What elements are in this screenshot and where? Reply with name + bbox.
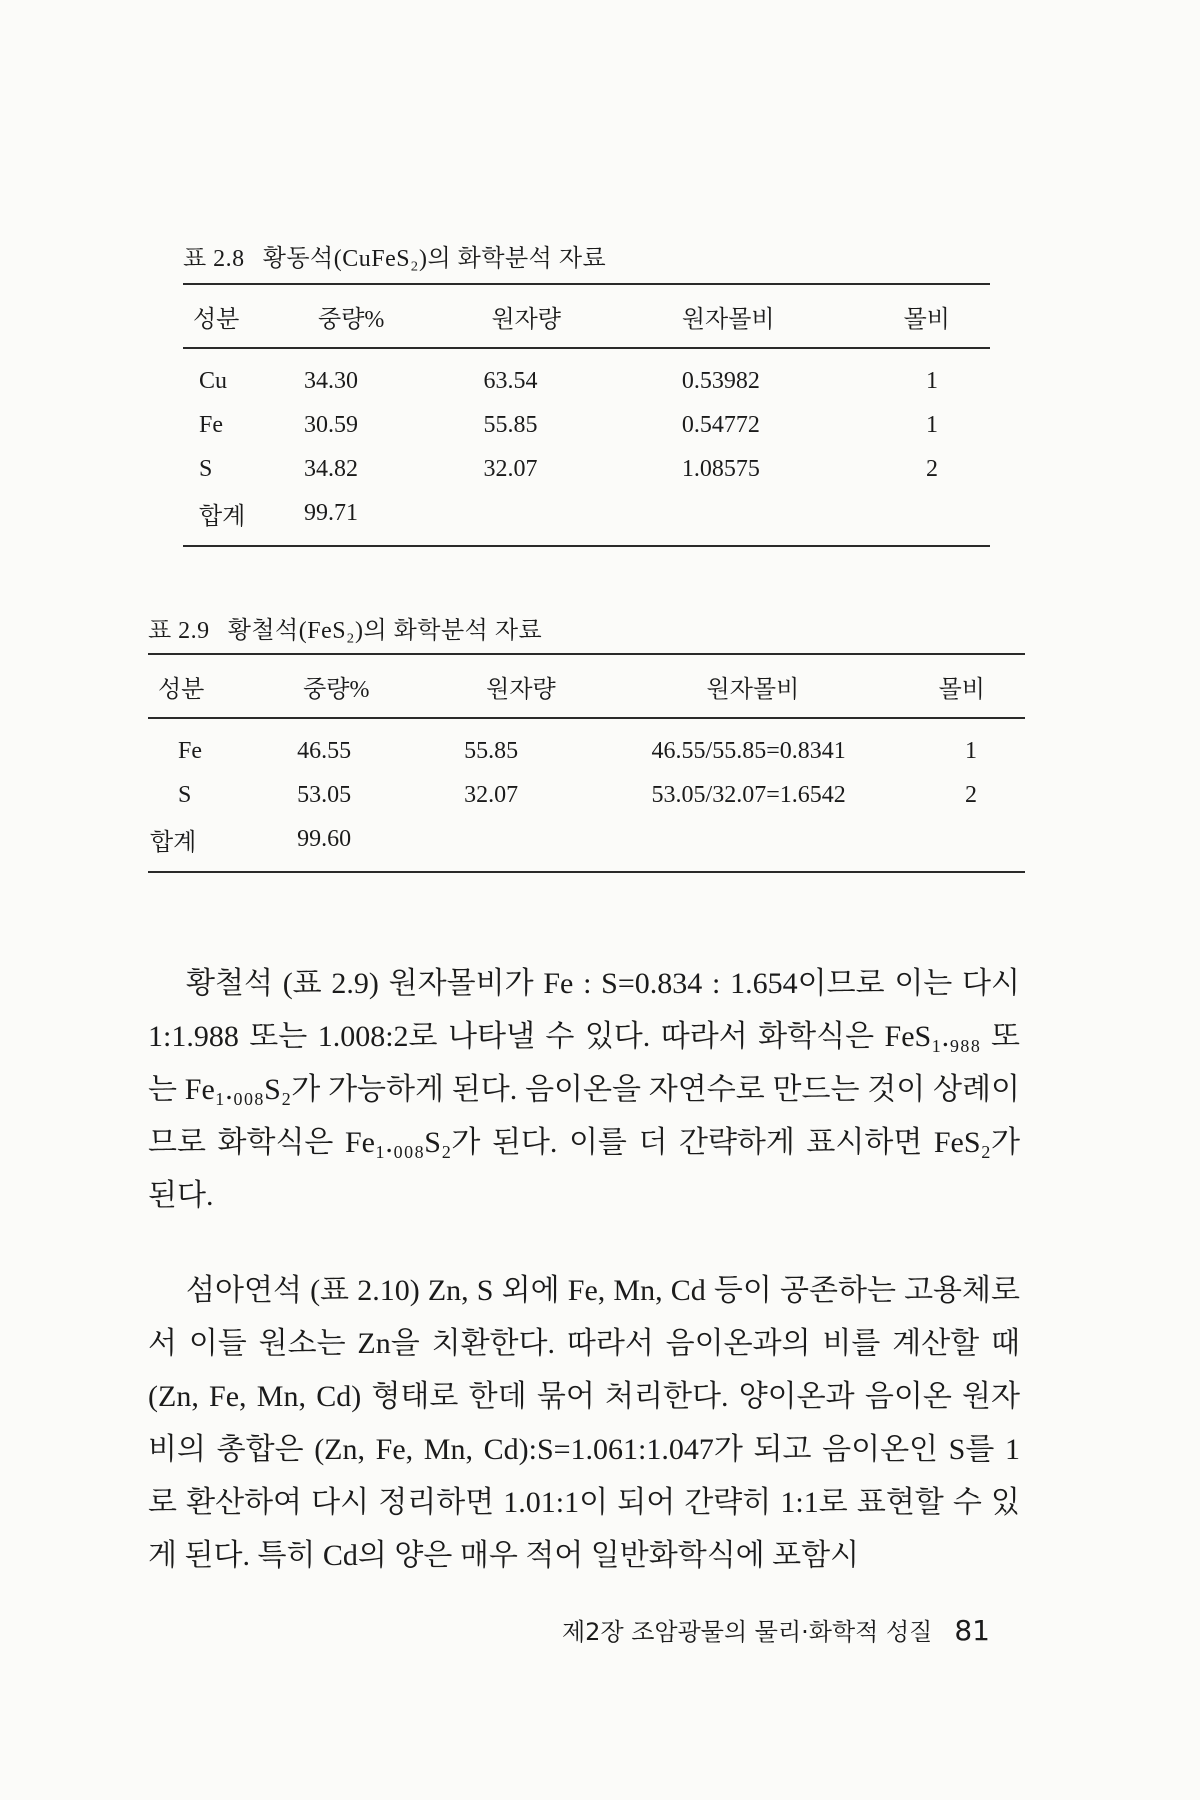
table-cell: [465, 491, 626, 546]
table-row: [148, 773, 1025, 817]
table-cell: [861, 491, 990, 546]
table-cell: 32.07: [483, 455, 538, 482]
table-cell: [446, 817, 621, 872]
table-row: [148, 718, 1025, 773]
table-row: [183, 348, 990, 403]
table-cell: 1: [965, 737, 977, 764]
page-number: 81: [954, 1614, 990, 1647]
table-title: 황동석(CuFeS₂)의 화학분석 자료: [262, 246, 607, 272]
table-cell: 32.07: [464, 781, 519, 808]
table-cell: Fe: [199, 411, 223, 438]
table-cell: Cu: [199, 367, 228, 394]
column-header: 몰비: [902, 654, 1025, 718]
table-cell: 1: [926, 367, 938, 394]
table-row: [183, 403, 990, 447]
table-cell: 46.55: [297, 737, 352, 764]
chapter-title: 제2장 조암광물의 물리·화학적 성질: [561, 1618, 933, 1646]
table-cell: 99.60: [297, 817, 446, 872]
table-cell: Fe: [178, 737, 202, 764]
table-cell: 63.54: [483, 367, 538, 394]
pyrite-analysis-table: [148, 653, 1025, 873]
table-cell: 34.30: [304, 367, 359, 394]
table-cell: S: [199, 455, 213, 482]
column-header: 원자몰비: [622, 654, 903, 718]
column-header: 원자량: [446, 654, 621, 718]
column-header: 성분: [148, 654, 297, 718]
table-cell: 합계: [148, 817, 297, 872]
table-cell: 46.55/55.85=0.8341: [651, 737, 846, 764]
table-cell: 1.08575: [681, 455, 760, 482]
body-paragraph-pyrite: 황철석 (표 2.9) 원자몰비가 Fe : S=0.834 : 1.654이므로 이는 다시 1:1.988 또는 1.008:2로 나타낼 수 있다. 따라서 화학식은 FeS₁.₉₈₈ 또는 Fe₁.₀₀₈S₂가 가능하게 된다. 음이온을 자연수로 만드는 것이 상례이므로 화학식은 Fe₁.₀₀₈S₂가 된다. 이를 더 간략하게 표시하면 FeS₂가 된다.: [148, 967, 1020, 1212]
table-cell: 53.05: [297, 781, 352, 808]
table-number: 표 2.9: [148, 618, 210, 644]
chalcopyrite-analysis-table: [183, 283, 990, 547]
table-cell: 99.71: [304, 491, 465, 546]
table-cell: 55.85: [483, 411, 538, 438]
table-total-row: [183, 491, 990, 546]
body-paragraph-sphalerite: 섬아연석 (표 2.10) Zn, S 외에 Fe, Mn, Cd 등이 공존하는 고용체로서 이들 원소는 Zn을 치환한다. 따라서 음이온과의 비를 계산할 때 (Zn, Fe, Mn, Cd) 형태로 한데 묶어 처리한다. 양이온과 음이온 원자비의 총합은 (Zn, Fe, Mn, Cd):S=1.061:1.047가 되고 음이온인 S를 1로 환산하여 다시 정리하면 1.01:1이 되어 간략히 1:1로 표현할 수 있게 된다. 특히 Cd의 양은 매우 적어 일반화학식에 포함시: [148, 1274, 1020, 1572]
table-number: 표 2.8: [183, 246, 245, 272]
column-header: 원자량: [465, 284, 626, 348]
table-cell: 30.59: [304, 411, 359, 438]
table-cell: [622, 817, 903, 872]
table-cell: 53.05/32.07=1.6542: [651, 781, 846, 808]
table-total-row: [148, 817, 1025, 872]
column-header: 성분: [183, 284, 304, 348]
table-cell: 1: [926, 411, 938, 438]
page-footer: [500, 1612, 990, 1647]
table-cell: 2: [926, 455, 938, 482]
table-caption: [183, 238, 606, 273]
table-cell: 합계: [183, 491, 304, 546]
table-cell: [902, 817, 1025, 872]
column-header: 중량%: [304, 284, 465, 348]
table-header-row: [183, 284, 990, 348]
table-cell: S: [178, 781, 192, 808]
column-header: 원자몰비: [627, 284, 861, 348]
table-cell: 34.82: [304, 455, 359, 482]
table-cell: 55.85: [464, 737, 519, 764]
table-row: [183, 447, 990, 491]
column-header: 중량%: [297, 654, 446, 718]
table-cell: [627, 491, 861, 546]
table-cell: 2: [965, 781, 977, 808]
table-cell: 0.53982: [681, 367, 760, 394]
column-header: 몰비: [861, 284, 990, 348]
table-title: 황철석(FeS₂)의 화학분석 자료: [227, 618, 543, 644]
table-cell: 0.54772: [681, 411, 760, 438]
table-header-row: [148, 654, 1025, 718]
table-caption: [148, 610, 542, 645]
